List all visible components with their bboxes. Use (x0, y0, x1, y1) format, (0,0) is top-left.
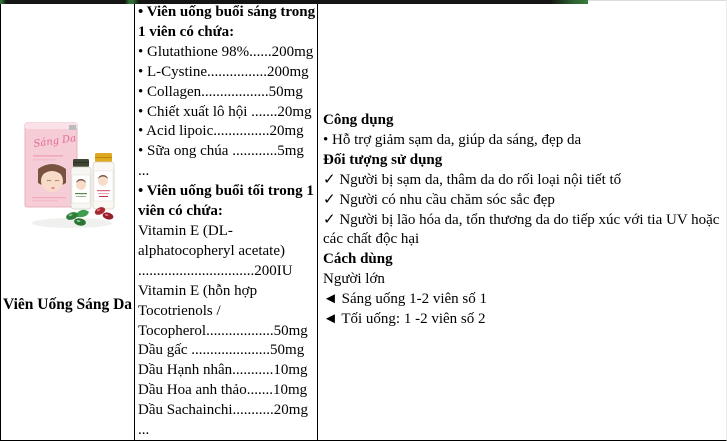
ingredient-line: • Collagen..................50mg (138, 83, 303, 100)
usage-line: Công dụng (323, 112, 394, 129)
ingredient-line: • Acid lipoic...............20mg (138, 123, 304, 140)
usage-line: ✓ Người bị lão hóa da, tổn thương da do tiếp xúc với tia UV hoặc (323, 211, 720, 228)
ingredient-line: • Viên uống buổi tối trong 1 (138, 183, 314, 200)
ingredient-line: 1 viên có chứa: (138, 23, 235, 40)
ingredient-line: Vitamin E (hỗn hợp (138, 282, 258, 299)
ingredient-line: • Sữa ong chúa ............5mg (138, 143, 304, 160)
product-image (20, 113, 116, 236)
product-title: Viên Uống Sáng Da (2, 296, 133, 313)
ingredient-line: • L-Cystine................200mg (138, 63, 309, 80)
supplement-product-illustration (20, 113, 116, 231)
pink-box (25, 123, 77, 207)
usage-cell (318, 1, 726, 440)
ingredient-line: Dầu Hoa anh thảo.......10mg (138, 382, 308, 399)
ingredient-line: ... (138, 422, 150, 439)
ingredient-line: • Chiết xuất lô hội .......20mg (138, 103, 312, 120)
ingredient-line: ... (138, 163, 150, 180)
ingredient-line: ...............................200IU (138, 262, 293, 279)
usage-line: ✓ Người bị sạm da, thâm da do rối loại nội tiết tố (323, 171, 622, 188)
ingredient-line: Dầu Sachainchi...........20mg (138, 402, 308, 419)
usage-line: • Hỗ trợ giảm sạm da, giúp da sáng, đẹp da (323, 131, 582, 148)
ingredient-line: viên có chứa: (138, 203, 223, 220)
usage-line: ✓ Người có nhu cầu chăm sóc sắc đẹp (323, 191, 555, 208)
svg-text:Sáng Da: Sáng Da (32, 133, 77, 150)
ingredient-line: • Viên uống buổi sáng trong (138, 4, 316, 20)
usage-line: các chất độc hại (323, 231, 420, 248)
ingredient-line: alphatocopheryl acetate) (138, 242, 285, 259)
usage-line: Người lớn (323, 271, 385, 288)
ingredient-line: Dầu gấc .....................50mg (138, 342, 305, 359)
ingredient-line: Tocopherol..................50mg (138, 322, 308, 339)
ingredient-line: • Glutathione 98%......200mg (138, 43, 314, 60)
usage-line: ◄ Tối uống: 1 -2 viên số 2 (323, 311, 486, 328)
usage-line: Đối tượng sử dụng (323, 151, 443, 168)
product-cell (1, 1, 134, 440)
usage-line: ◄ Sáng uống 1-2 viên số 1 (323, 291, 488, 308)
bottle-gold-cap (93, 153, 114, 209)
ingredient-line: Tocotrienols / (138, 302, 221, 319)
usage-line: Cách dùng (323, 251, 393, 268)
ingredients-cell (134, 1, 318, 440)
bottle-dark-cap (71, 159, 91, 209)
ingredient-line: Dầu Hạnh nhân...........10mg (138, 362, 308, 379)
ingredient-line: Vitamin E (DL- (138, 222, 233, 239)
table-top-border (0, 0, 588, 4)
